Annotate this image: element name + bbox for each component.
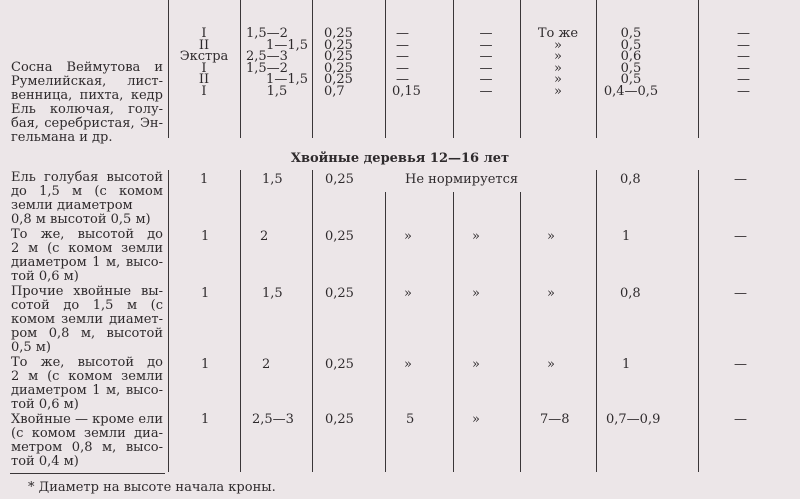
column-rule	[453, 0, 454, 138]
grade-cell: 1	[200, 172, 209, 187]
description-line: диаметром 1 м, высо-	[11, 255, 163, 270]
description-line: Прочие хвойные вы-	[11, 284, 163, 299]
description-line: 2 м (с комом земли	[11, 369, 163, 384]
clump-cell: 0,25	[325, 229, 354, 244]
col5-cell: »	[472, 412, 480, 427]
column-rule	[385, 192, 386, 472]
col4-cell: 0,15	[392, 83, 421, 99]
col5-cell: —	[479, 72, 493, 87]
col5-cell: —	[479, 60, 493, 76]
description-line: Ель голубая высотой	[11, 170, 163, 185]
column-rule	[520, 0, 521, 138]
column-rule	[453, 192, 454, 472]
clump-cell: 0,25	[324, 49, 353, 64]
col4-cell: 5	[406, 412, 415, 427]
clump-column	[324, 28, 379, 97]
col4-cell: »	[404, 286, 412, 301]
clump-cell: 0,25	[325, 172, 354, 187]
col7-cell: 0,4—0,5	[603, 83, 659, 99]
col7-cell: 0,5	[620, 37, 642, 53]
col4-cell: —	[396, 60, 409, 76]
footnote: * Диаметр на высоте начала кроны.	[28, 480, 276, 495]
description-line: 0,8 м высотой 0,5 м)	[11, 212, 151, 227]
col4-cell: —	[396, 72, 409, 87]
height-cell: 2,5—3	[252, 412, 294, 427]
description-line: гельмана и др.	[11, 130, 113, 145]
column-rule	[698, 170, 699, 472]
col4-cell: »	[404, 229, 412, 244]
row-description	[11, 171, 163, 227]
col8-cell: —	[737, 49, 750, 64]
grade-column	[172, 28, 236, 97]
col7-cell: 0,5	[620, 60, 642, 76]
description-line: 2 м (с комом земли	[11, 241, 163, 256]
col4-cell: —	[396, 49, 409, 64]
grade-cell: 1	[201, 229, 210, 244]
clump-cell: 0,25	[325, 357, 354, 372]
description-line: Ель колючая, голу-	[11, 102, 163, 117]
col4-cell: »	[404, 357, 412, 372]
height-cell: 2	[260, 229, 269, 244]
col6-cell: То же	[537, 26, 579, 41]
description-line: Сосна Веймутова и	[11, 60, 163, 75]
description-line: метром 0,8 м, высо-	[11, 440, 163, 455]
column-rule	[596, 0, 597, 138]
col7-cell: 0,5	[620, 72, 642, 87]
col6-cell: »	[547, 357, 555, 372]
col7-cell: 1	[622, 229, 631, 244]
column-rule	[698, 0, 699, 138]
description-line: сотой до 1,5 м (с	[11, 298, 163, 313]
col6-cell: »	[547, 229, 555, 244]
column-rule	[168, 0, 169, 138]
height-cell: 1—1,5	[266, 72, 308, 87]
col6-cell: »	[554, 49, 562, 64]
section-heading: Хвойные деревья 12—16 лет	[290, 151, 510, 166]
col5-cell: »	[472, 286, 480, 301]
grade-cell: II	[198, 37, 210, 53]
col4-cell: —	[396, 26, 409, 41]
description-line: Румелийская, лист-	[11, 74, 163, 89]
col4-cell: —	[396, 37, 409, 53]
col8-cell: —	[734, 357, 747, 372]
description-line: комом земли диамет-	[11, 312, 163, 327]
grade-cell: II	[198, 72, 210, 87]
col8-cell: —	[734, 229, 747, 244]
column-rule	[312, 170, 313, 472]
col8-cell: —	[734, 172, 747, 187]
height-cell: 1,5—2	[246, 26, 288, 41]
description-line: венница, пихта, кедр	[11, 88, 163, 103]
grade-cell: 1	[201, 412, 210, 427]
description-line: ром 0,8 м, высотой	[11, 326, 163, 341]
col5-cell: »	[472, 229, 480, 244]
col6-cell: 7—8	[540, 412, 570, 427]
description-line: То же, высотой до	[11, 355, 163, 370]
col8-column	[730, 28, 750, 97]
grade-cell: Экстра	[179, 49, 229, 64]
col6-cell: »	[547, 286, 555, 301]
col4-column	[392, 28, 448, 97]
col7-cell: 0,8	[620, 286, 641, 301]
description-line: до 1,5 м (с комом	[11, 184, 163, 199]
column-rule	[596, 170, 597, 472]
height-cell: 1—1,5	[266, 37, 308, 53]
clump-cell: 0,25	[324, 37, 353, 53]
column-rule	[385, 0, 386, 138]
col6-cell: »	[554, 83, 562, 99]
col7-cell: 0,6	[620, 49, 642, 64]
col8-cell: —	[737, 26, 750, 41]
row-description	[11, 413, 163, 469]
height-cell: 1,5	[262, 286, 283, 301]
footnote-rule	[10, 473, 165, 474]
description-line: бая, серебристая, Эн-	[11, 116, 163, 131]
description-line: той 0,4 м)	[11, 454, 79, 469]
col5-cell: —	[479, 37, 493, 53]
col7-cell: 0,7—0,9	[606, 412, 661, 427]
col6-column	[522, 28, 594, 97]
column-rule	[168, 170, 169, 472]
description-line: (с комом земли диа-	[11, 426, 163, 441]
height-cell: 1,5—2	[246, 60, 288, 76]
grade-cell: I	[201, 83, 207, 99]
description-line: Хвойные — кроме ели	[11, 412, 163, 427]
height-column	[246, 28, 308, 97]
col7-cell: 0,8	[620, 172, 641, 187]
col7-column	[598, 28, 664, 97]
column-rule	[520, 192, 521, 472]
merged-cell: Не нормируется	[405, 172, 519, 187]
col6-cell: »	[554, 37, 562, 53]
col6-cell: »	[554, 72, 562, 87]
col5-column	[456, 28, 516, 97]
row-description	[11, 285, 163, 355]
clump-cell: 0,25	[324, 26, 353, 41]
description-line: 0,5 м)	[11, 340, 51, 355]
col8-cell: —	[737, 72, 750, 87]
column-rule	[240, 170, 241, 472]
clump-cell: 0,7	[324, 83, 345, 99]
column-rule	[240, 0, 241, 138]
col8-cell: —	[734, 412, 747, 427]
description-line: То же, высотой до	[11, 227, 163, 242]
row-description	[11, 228, 163, 284]
height-cell: 2,5—3	[246, 49, 288, 64]
clump-cell: 0,25	[324, 60, 353, 76]
description-line: диаметром 1 м, высо-	[11, 383, 163, 398]
grade-cell: I	[201, 26, 207, 41]
grade-cell: I	[201, 60, 207, 76]
description-line: той 0,6 м)	[11, 269, 79, 284]
col8-cell: —	[734, 286, 747, 301]
clump-cell: 0,25	[324, 72, 353, 87]
col7-cell: 0,5	[620, 26, 642, 41]
description-line: той 0,6 м)	[11, 397, 79, 412]
height-cell: 1,5	[262, 172, 283, 187]
row-description	[11, 356, 163, 412]
col5-cell: —	[479, 49, 493, 64]
col7-cell: 1	[622, 357, 631, 372]
description-line: земли диаметром	[11, 198, 133, 213]
height-cell: 2	[262, 357, 271, 372]
col5-cell: »	[472, 357, 480, 372]
clump-cell: 0,25	[325, 286, 354, 301]
col5-cell: —	[479, 26, 493, 41]
top-section-description	[11, 61, 163, 145]
grade-cell: 1	[201, 357, 210, 372]
col8-cell: —	[737, 83, 750, 99]
clump-cell: 0,25	[325, 412, 354, 427]
height-cell: 1,5	[266, 83, 288, 99]
col8-cell: —	[737, 60, 750, 76]
grade-cell: 1	[201, 286, 210, 301]
column-rule	[312, 0, 313, 138]
col5-cell: —	[479, 83, 493, 99]
col8-cell: —	[737, 37, 750, 53]
col6-cell: »	[554, 60, 562, 76]
